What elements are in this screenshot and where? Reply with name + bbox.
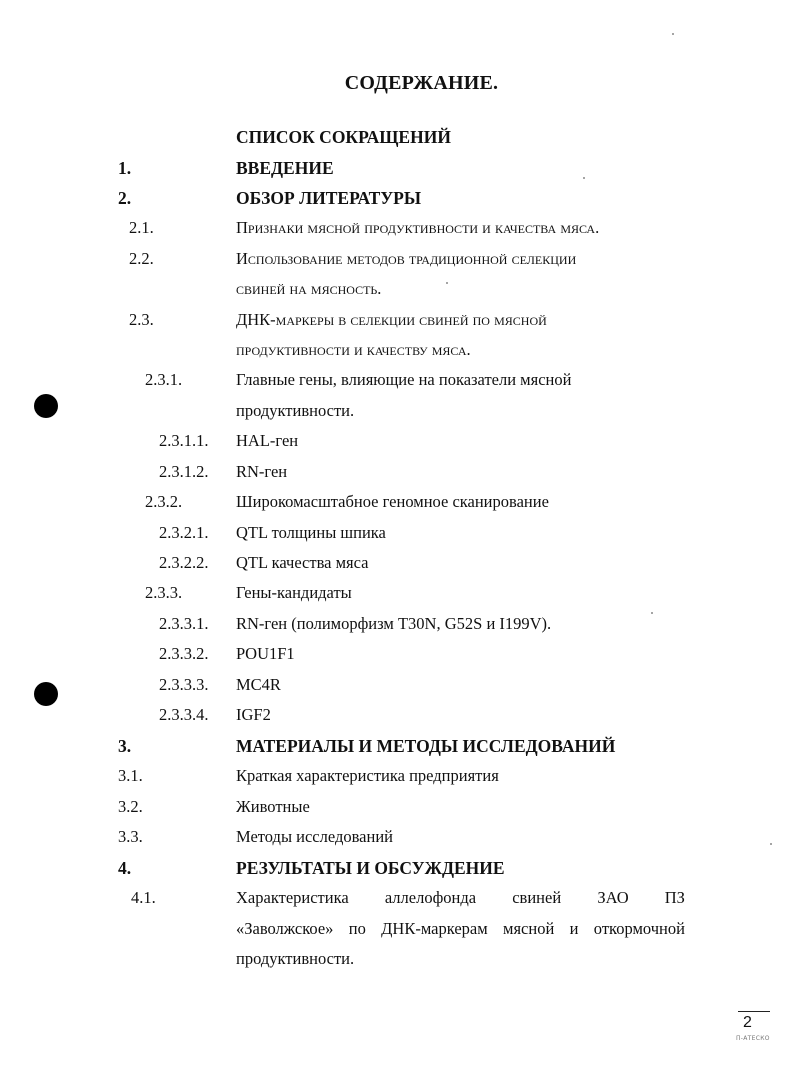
page-title: СОДЕРЖАНИЕ.: [344, 72, 499, 94]
toc-entry-2-3-1-continued: [0, 396, 795, 426]
toc-entry-3: [0, 731, 795, 761]
toc-entry-4-1-continued: [0, 914, 795, 944]
scan-speck: [651, 612, 653, 614]
scan-speck: [770, 843, 772, 845]
toc-entry-text: Главные гены, влияющие на показатели мясной: [236, 370, 572, 389]
word: мясной: [503, 919, 555, 938]
toc-entry-number: 2.3.3.4.: [159, 705, 209, 724]
toc-entry-text: продуктивности и качеству мяса.: [236, 340, 471, 359]
toc-entry-2-3-3-1: [0, 609, 795, 639]
toc-entry-2-3-2-2: [0, 548, 795, 578]
page-number-rule: [738, 1011, 770, 1012]
toc-entry-4: [0, 853, 795, 883]
toc-entry-number: 3.2.: [118, 797, 143, 816]
toc-entry-number: 2.3.2.: [145, 492, 183, 511]
toc-entry-number: 2.: [118, 188, 132, 208]
toc-entry-number: 2.1.: [129, 218, 154, 237]
toc-entry-text: Краткая характеристика предприятия: [236, 766, 499, 785]
toc-entry-2-3-1-1: [0, 426, 795, 456]
toc-entry-2-3-3-3: [0, 670, 795, 700]
toc-entry-2: [0, 183, 795, 213]
toc-entry-number: 2.3.1.2.: [159, 462, 209, 481]
toc-entry-text: IGF2: [236, 705, 271, 724]
toc-entry-number: 2.3.2.2.: [159, 553, 209, 572]
toc-entry-3-2: [0, 792, 795, 822]
toc-entry-text-line-1: [236, 883, 685, 913]
toc-entry-number: 2.3.3.3.: [159, 675, 209, 694]
toc-entry-number: 2.3.: [129, 310, 154, 329]
word: Характеристика: [236, 888, 349, 907]
word: по: [348, 919, 366, 938]
word: и: [569, 919, 579, 938]
toc-entry-text: МАТЕРИАЛЫ И МЕТОДЫ ИССЛЕДОВАНИЙ: [236, 736, 616, 756]
word: ЗАО: [597, 888, 629, 907]
toc-entry-2-3-3: [0, 578, 795, 608]
toc-entry-text: свиней на мясность.: [236, 279, 382, 298]
word: ДНК-маркерам: [381, 919, 488, 938]
toc-entry-text: ВВЕДЕНИЕ: [236, 158, 334, 178]
toc-entry-2-2: [0, 244, 795, 274]
toc-entry-text: Использование методов традиционной селекции: [236, 249, 577, 268]
scan-speck: [446, 282, 448, 284]
toc-entry-number: 2.3.3.1.: [159, 614, 209, 633]
scan-stamp: П-АТЕСКО: [736, 1035, 770, 1042]
toc-entry-text: СПИСОК СОКРАЩЕНИЙ: [236, 127, 451, 147]
toc-entry-text: продуктивности.: [236, 949, 355, 968]
word: аллелофонда: [384, 888, 477, 907]
toc-entry-text: RN-ген (полиморфизм T30N, G52S и I199V).: [236, 614, 552, 633]
page-number: 2: [743, 1014, 752, 1031]
word: свиней: [512, 888, 562, 907]
toc-entry-2-3: [0, 305, 795, 335]
word: ПЗ: [664, 888, 685, 907]
toc-entry-number: 2.2.: [129, 249, 154, 268]
toc-entry-4-1-continued-2: [0, 944, 795, 974]
toc-entry-number: 3.3.: [118, 827, 143, 846]
punch-hole-top: [34, 394, 58, 418]
toc-entry-text: Гены-кандидаты: [236, 583, 352, 602]
toc-entry-text: Широкомасштабное геномное сканирование: [236, 492, 549, 511]
toc-entry-number: 2.3.1.1.: [159, 431, 209, 450]
toc-entry-text: HAL-ген: [236, 431, 299, 450]
toc-entry-1: [0, 153, 795, 183]
toc-entry-abbreviations: [0, 122, 795, 152]
toc-entry-3-1: [0, 761, 795, 791]
toc-entry-text-line-2: [236, 914, 685, 944]
toc-entry-2-3-1: [0, 365, 795, 395]
toc-entry-2-3-3-2: [0, 639, 795, 669]
toc-entry-text: Методы исследований: [236, 827, 393, 846]
toc-entry-text: RN-ген: [236, 462, 288, 481]
scan-speck: [583, 177, 585, 179]
toc-entry-3-3: [0, 822, 795, 852]
toc-entry-number: 2.3.2.1.: [159, 523, 209, 542]
toc-entry-2-1: [0, 213, 795, 243]
toc-entry-4-1: [0, 883, 795, 913]
toc-entry-text: РЕЗУЛЬТАТЫ И ОБСУЖДЕНИЕ: [236, 858, 505, 878]
toc-entry-number: 2.3.1.: [145, 370, 183, 389]
toc-entry-number: 4.: [118, 858, 132, 878]
toc-entry-text: POU1F1: [236, 644, 295, 663]
word: откормочной: [593, 919, 685, 938]
toc-entry-number: 2.3.3.: [145, 583, 183, 602]
punch-hole-bottom: [34, 682, 58, 706]
toc-entry-2-3-3-4: [0, 700, 795, 730]
toc-entry-text: Признаки мясной продуктивности и качества мяса.: [236, 218, 600, 237]
toc-entry-2-3-2-1: [0, 518, 795, 548]
toc-entry-2-3-continued: [0, 335, 795, 365]
toc-entry-2-3-2: [0, 487, 795, 517]
toc-entry-text: продуктивности.: [236, 401, 355, 420]
toc-entry-text: MC4R: [236, 675, 281, 694]
toc-entry-number: 3.1.: [118, 766, 143, 785]
toc-entry-text: QTL толщины шпика: [236, 523, 386, 542]
toc-entry-text: Животные: [236, 797, 310, 816]
toc-entry-2-3-1-2: [0, 457, 795, 487]
toc-entry-number: 2.3.3.2.: [159, 644, 209, 663]
toc-entry-text: ОБЗОР ЛИТЕРАТУРЫ: [236, 188, 422, 208]
toc-entry-text: QTL качества мяса: [236, 553, 369, 572]
toc-entry-text: ДНК-маркеры в селекции свиней по мясной: [236, 310, 547, 329]
toc-entry-number: 3.: [118, 736, 132, 756]
word: «Заволжское»: [236, 919, 334, 938]
toc-entry-number: 1.: [118, 158, 132, 178]
toc-entry-number: 4.1.: [131, 888, 156, 907]
toc-entry-2-2-continued: [0, 274, 795, 304]
scan-speck: [672, 33, 674, 35]
